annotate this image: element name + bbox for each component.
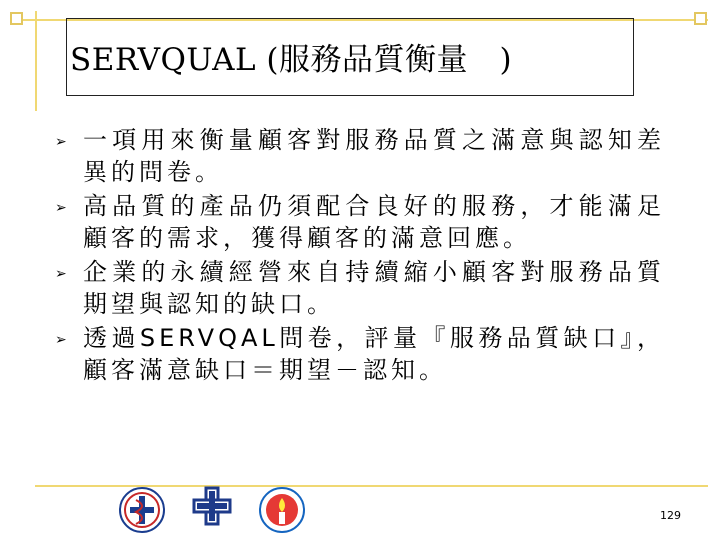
slide-title: SERVQUAL (服務品質衡量 ) — [70, 42, 513, 78]
cross-emblem-logo — [188, 486, 236, 534]
left-decor-line — [35, 11, 37, 111]
bullet-text: 企業的永續經營來自持續縮小顧客對服務品質期望與認知的缺口。 — [83, 258, 665, 318]
arrow-bullet-icon: ➢ — [55, 134, 67, 150]
list-item — [55, 322, 665, 386]
arrow-bullet-icon: ➢ — [55, 266, 67, 282]
arrow-bullet-icon: ➢ — [55, 200, 67, 216]
bullet-text: 高品質的產品仍須配合良好的服務，才能滿足顧客的需求，獲得顧客的滿意回應。 — [83, 192, 665, 252]
list-item — [55, 190, 665, 254]
arrow-bullet-icon: ➢ — [55, 332, 67, 348]
bullet-text: 透過SERVQAL問卷，評量『服務品質缺口』，顧客滿意缺口＝期望－認知。 — [83, 324, 665, 384]
top-left-decor-square — [10, 12, 23, 25]
page-number: 129 — [660, 509, 681, 522]
list-item — [55, 256, 665, 320]
torch-emblem-logo — [258, 486, 306, 534]
list-item — [55, 124, 665, 188]
top-right-decor-square — [694, 12, 707, 25]
bullet-text: 一項用來衡量顧客對服務品質之滿意與認知差異的問卷。 — [83, 126, 665, 186]
logo-strip — [118, 486, 306, 534]
medical-emblem-logo — [118, 486, 166, 534]
bullet-list — [55, 124, 665, 388]
